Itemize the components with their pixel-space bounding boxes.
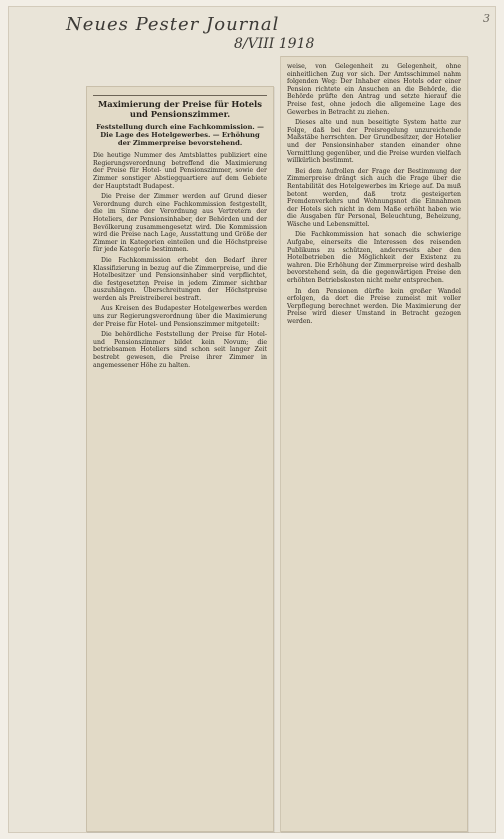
handwritten-newspaper-name: Neues Pester Journal <box>66 14 280 35</box>
clipping-left-column <box>86 86 274 832</box>
left-paragraph: Die Fachkommission erhebt den Bedarf ihrer Klassifizierung in bezug auf die Zimmerpreise, und die Hotelbesitzer und Pensionsinhaber sind verpflichtet, die festgesetzten Preise in jedem Zimmer sichtbar auszuhängen. Überschreitungen der Höchstpreise werden als Preistreiberei bestraft. <box>93 256 267 302</box>
left-paragraph: Die Preise der Zimmer werden auf Grund dieser Verordnung durch eine Fachkommission festgestellt, die im Sinne der Verordnung aus Vertretern der Hoteliers, der Pensionsinhaber, der Behörden und der Bevölkerung zusammengesetzt wird. Die Kommission wird die Preise nach Lage, Ausstattung und Größe der Zimmer in Kategorien einteilen und die Höchstpreise für jede Kategorie bestimmen. <box>93 193 267 254</box>
left-paragraph: Aus Kreisen des Budapester Hotelgewerbes werden uns zur Regierungsverordnung über die Maximierung der Preise für Hotel- und Pensionszimmer mitgeteilt: <box>93 305 267 328</box>
top-rule <box>93 95 267 96</box>
handwritten-date: 8/VIII 1918 <box>234 36 315 52</box>
right-paragraph: Dieses alte und nun beseitigte System hatte zur Folge, daß bei der Preisregelung unzureichende Maßstäbe herrschten. Der Grundbesitzer, der Hotelier und der Pensionsinhaber standen einander ohne Vermittlung gegenüber, und die Preise wurden vielfach willkürlich bestimmt. <box>287 119 461 165</box>
clipping-divider <box>280 56 281 832</box>
left-paragraph: Die heutige Nummer des Amtsblattes publiziert eine Regierungsverordnung betreffend die Maximierung der Preise für Hotel- und Pensionszimmer, sowie der Zimmer sonstiger Abstiegquartiere auf dem Gebiete der Hauptstadt Budapest. <box>93 152 267 190</box>
left-paragraph: Die behördliche Feststellung der Preise für Hotel- und Pensionszimmer bildet kein Novum; die betriebsamen Hoteliers sind schon seit langer Zeit bestrebt gewesen, die Preise ihrer Zimmer in angemessener Höhe zu halten. <box>93 331 267 369</box>
article-title: Maximierung der Preise für Hotels und Pensionszimmer. <box>98 99 262 119</box>
right-paragraph: weise, von Gelegenheit zu Gelegenheit, ohne einheitlichen Zug vor sich. Der Amtsschimmel nahm folgenden Weg: Der Inhaber eines Hotels oder einer Pension richtete ein Ansuchen an die Behörde, die Behörde prüfte den Antrag und setzte hierauf die Preise fest, ohne jedoch die allgemeine Lage des Gewerbes in Betracht zu ziehen. <box>287 63 461 116</box>
right-paragraph: In den Pensionen dürfte kein großer Wandel erfolgen, da dort die Preise zumeist mit voller Verpflegung berechnet werden. Die Maximierung der Preise wird dieser Umstand in Betracht gezogen werden. <box>287 287 461 325</box>
right-paragraph: Die Fachkommission hat sonach die schwierige Aufgabe, einerseits die Interessen des reisenden Publikums zu schützen, andererseits aber den Hotelbetrieben die Möglichkeit der Existenz zu wahren. Die Erhöhung der Zimmerpreise wird deshalb bevorstehend sein, da die gegenwärtigen Preise den erhöhten Betriebskosten nicht mehr entsprechen. <box>287 231 461 285</box>
article-subtitle: Feststellung durch eine Fachkommission. — Die Lage des Hotelgewerbes. — Erhöhung der Zimmerpreise bevorstehend. <box>96 123 264 148</box>
corner-page-mark: 3 <box>483 12 490 25</box>
right-paragraph: Bei dem Aufrollen der Frage der Bestimmung der Zimmerpreise drängt sich auch die Frage über die Rentabilität des Hotelgewerbes im Kriege auf. Da muß betont werden, daß trotz gesteigerten Fremdenverkehrs und Wohnungsnot die Einnahmen der Hotels sich nicht in dem Maße erhöht haben wie die Ausgaben für Personal, Beleuchtung, Beheizung, Wäsche und Lebensmittel. <box>287 167 461 228</box>
clipping-right-column <box>280 56 468 832</box>
